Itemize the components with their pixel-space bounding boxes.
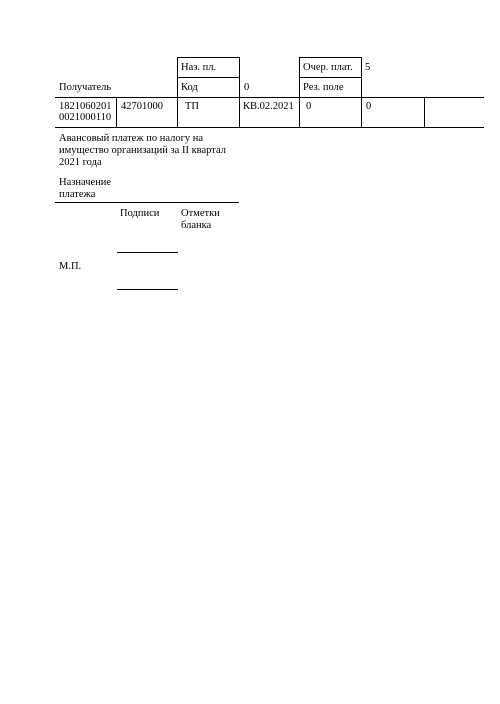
- naz-pl-label: Наз. пл.: [181, 62, 217, 73]
- basis-value: ТП: [185, 101, 199, 112]
- ocher-plat-top-border: [299, 57, 361, 58]
- kbk-line2: 0021000110: [59, 112, 112, 123]
- doc-number-value: 0: [306, 101, 312, 112]
- oktmo-value: 42701000: [121, 101, 163, 112]
- rez-pole-label: Рез. поле: [303, 82, 344, 93]
- signatures-label: Подписи: [120, 208, 160, 219]
- purpose-label-line1: Назначение: [59, 177, 112, 188]
- bank-marks-line1: Отметки: [181, 208, 220, 219]
- stamp-label: М.П.: [59, 261, 82, 272]
- ocher-plat-bottom-border: [299, 77, 361, 78]
- purpose-text-line2: имущество организаций за II квартал: [59, 145, 226, 156]
- signature-line-1: [117, 252, 178, 253]
- bank-marks-line2: бланка: [181, 220, 212, 231]
- details-right-border: [424, 97, 425, 127]
- doc-date-value: 0: [366, 101, 372, 112]
- details-row-top-border: [55, 97, 484, 98]
- naz-pl-left-border: [177, 57, 178, 127]
- purpose-text-line3: 2021 года: [59, 157, 102, 168]
- period-value: КВ.02.2021: [243, 101, 294, 112]
- ocher-plat-left-border: [299, 57, 300, 127]
- naz-pl-top-border: [177, 57, 239, 58]
- purpose-text-line1: Авансовый платеж по налогу на: [59, 133, 204, 144]
- ocher-plat-value: 5: [365, 62, 371, 73]
- details-row-bottom-border: [55, 127, 484, 128]
- naz-pl-bottom-border: [177, 77, 239, 78]
- kod-value: 0: [244, 82, 250, 93]
- kod-label: Код: [181, 82, 198, 93]
- naz-pl-right-border: [239, 57, 240, 127]
- ocher-plat-right-border: [361, 57, 362, 127]
- kbk-line1: 1821060201: [59, 101, 112, 112]
- purpose-bottom-border: [55, 202, 239, 203]
- purpose-label-line2: платежа: [59, 189, 96, 200]
- ocher-plat-label: Очер. плат.: [303, 62, 353, 73]
- kbk-right-border: [116, 97, 117, 127]
- recipient-label: Получатель: [59, 82, 112, 93]
- signature-line-2: [117, 289, 178, 290]
